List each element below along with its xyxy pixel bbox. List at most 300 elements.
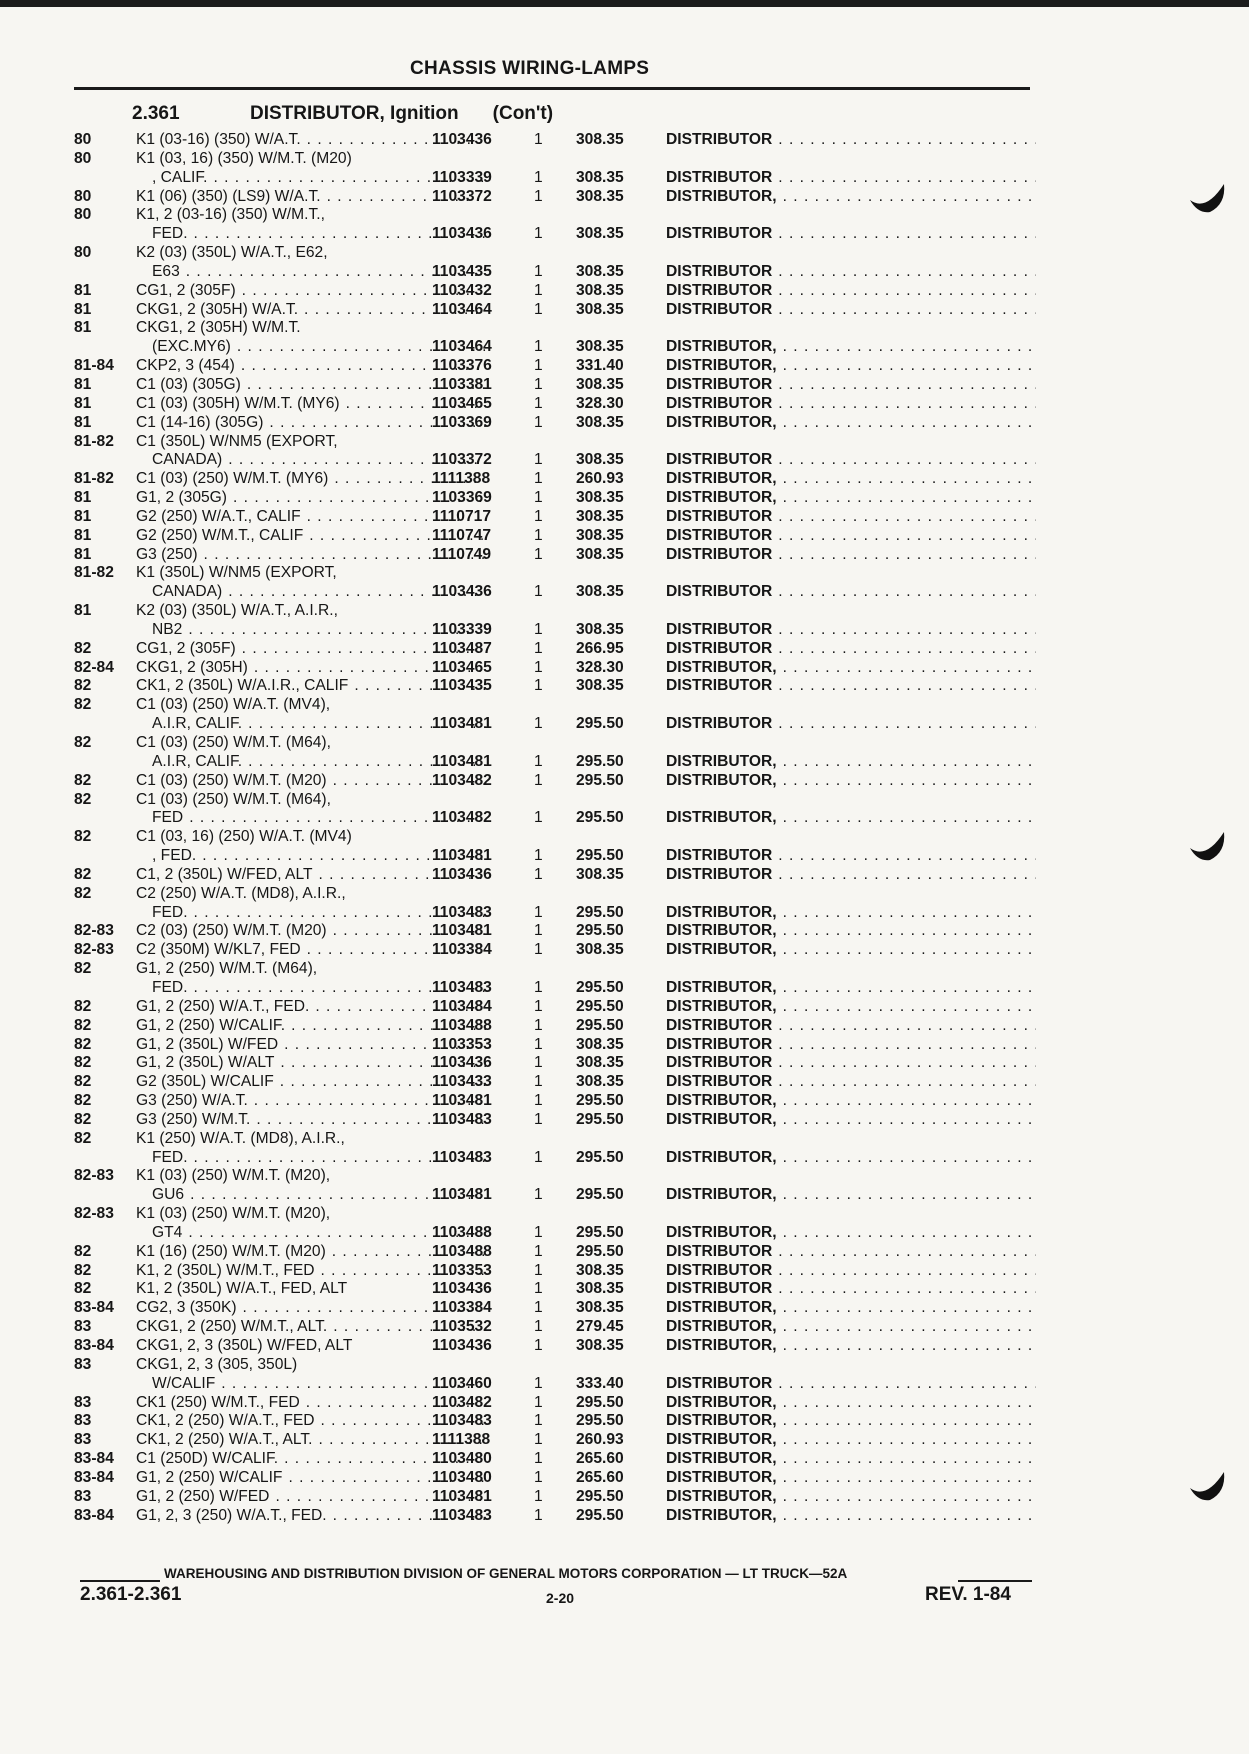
price: 295.50 <box>576 997 624 1015</box>
part-number: 1103381 <box>432 375 492 393</box>
part-name: DISTRIBUTOR . . . <box>666 677 1036 696</box>
application-description: K1 (16) (250) W/M.T. (M20) . . . <box>136 1243 486 1262</box>
part-name: DISTRIBUTOR, . . . <box>666 809 1036 828</box>
part-number: 1103436 <box>432 1054 492 1072</box>
table-row <box>74 1375 1036 1394</box>
part-name: DISTRIBUTOR . . . <box>666 169 1036 188</box>
part-name: DISTRIBUTOR, . . . <box>666 1318 1036 1337</box>
price: 308.35 <box>576 865 624 883</box>
part-number: 1103436 <box>432 225 492 243</box>
application-description: CKG1, 2 (305H) W/A.T. . . . <box>136 301 486 320</box>
price: 295.50 <box>576 715 624 733</box>
quantity: 1 <box>534 1506 543 1524</box>
application-description: CANADA) . . . <box>136 451 486 470</box>
table-row <box>74 1299 1036 1318</box>
part-number: 1103464 <box>432 338 492 356</box>
quantity: 1 <box>534 470 543 488</box>
table-row <box>74 1224 1036 1243</box>
price: 308.35 <box>576 1054 624 1072</box>
table-row <box>74 1488 1036 1507</box>
application-description: C2 (03) (250) W/M.T. (M20) . . . <box>136 922 486 941</box>
quantity: 1 <box>534 865 543 883</box>
model-year: 82 <box>74 1280 92 1298</box>
quantity: 1 <box>534 922 543 940</box>
price: 265.60 <box>576 1450 624 1468</box>
price: 308.35 <box>576 941 624 959</box>
price: 308.35 <box>576 677 624 695</box>
part-name: DISTRIBUTOR, . . . <box>666 188 1036 207</box>
table-row <box>74 1356 1036 1375</box>
table-row <box>74 1167 1036 1186</box>
table-row <box>74 1412 1036 1431</box>
quantity: 1 <box>534 1186 543 1204</box>
table-row <box>74 960 1036 979</box>
model-year: 82 <box>74 771 92 789</box>
part-name: DISTRIBUTOR . . . <box>666 866 1036 885</box>
application-description: K1 (06) (350) (LS9) W/A.T. . . . <box>136 188 486 207</box>
application-description: K2 (03) (350L) W/A.T., A.I.R., <box>136 602 338 620</box>
quantity: 1 <box>534 1468 543 1486</box>
table-row <box>74 659 1036 678</box>
part-name: DISTRIBUTOR, . . . <box>666 414 1036 433</box>
quantity: 1 <box>534 168 543 186</box>
part-name: DISTRIBUTOR, . . . <box>666 1431 1036 1450</box>
part-number: 1103480 <box>432 1468 492 1486</box>
table-row <box>74 1469 1036 1488</box>
price: 308.35 <box>576 545 624 563</box>
part-number: 1103488 <box>432 1242 492 1260</box>
model-year: 80 <box>74 206 92 224</box>
quantity: 1 <box>534 300 543 318</box>
part-number: 1103372 <box>432 451 492 469</box>
table-row <box>74 1073 1036 1092</box>
part-name: DISTRIBUTOR . . . <box>666 1073 1036 1092</box>
part-name: DISTRIBUTOR . . . <box>666 1017 1036 1036</box>
part-number: 1103435 <box>432 677 492 695</box>
application-description: K1 (03) (250) W/M.T. (M20), <box>136 1167 331 1185</box>
part-name: DISTRIBUTOR, . . . <box>666 1092 1036 1111</box>
binder-hole-mark-middle <box>1188 828 1228 864</box>
model-year: 83 <box>74 1393 92 1411</box>
table-row <box>74 640 1036 659</box>
table-row <box>74 922 1036 941</box>
application-description: CKP2, 3 (454) . . . <box>136 357 486 376</box>
quantity: 1 <box>534 1393 543 1411</box>
quantity: 1 <box>534 1299 543 1317</box>
price: 308.35 <box>576 1073 624 1091</box>
application-description: G1, 2 (250) W/M.T. (M64), <box>136 960 318 978</box>
price: 295.50 <box>576 1148 624 1166</box>
table-row <box>74 395 1036 414</box>
quantity: 1 <box>534 978 543 996</box>
part-number: 1103483 <box>432 1148 492 1166</box>
part-number: 1103482 <box>432 771 492 789</box>
part-number: 1103483 <box>432 978 492 996</box>
part-name: DISTRIBUTOR, . . . <box>666 357 1036 376</box>
model-year: 81 <box>74 281 92 299</box>
quantity: 1 <box>534 583 543 601</box>
application-description: C1 (03) (250) W/M.T. (M64), <box>136 734 331 751</box>
application-description: G1, 2 (250) W/FED . . . <box>136 1488 486 1507</box>
quantity: 1 <box>534 941 543 959</box>
price: 308.35 <box>576 1337 624 1354</box>
part-name: DISTRIBUTOR . . . <box>666 621 1036 640</box>
quantity: 1 <box>534 997 543 1015</box>
model-year: 81-82 <box>74 432 114 450</box>
part-name: DISTRIBUTOR . . . <box>666 847 1036 866</box>
part-name: DISTRIBUTOR, . . . <box>666 1337 1036 1356</box>
quantity: 1 <box>534 1280 543 1298</box>
part-number: 1103481 <box>432 1092 492 1110</box>
part-name: DISTRIBUTOR, . . . <box>666 1299 1036 1318</box>
application-description: C1 (03) (305G) . . . <box>136 376 486 395</box>
application-description: FED. . . . <box>136 979 486 998</box>
application-description: CG2, 3 (350K) . . . <box>136 1299 486 1318</box>
model-year: 83-84 <box>74 1450 114 1468</box>
price: 295.50 <box>576 1393 624 1411</box>
quantity: 1 <box>534 1054 543 1072</box>
application-description: C1 (03) (250) W/A.T. (MV4), <box>136 696 331 714</box>
application-description: G2 (250) W/M.T., CALIF . . . <box>136 527 486 546</box>
application-description: G1, 2 (305G) . . . <box>136 489 486 508</box>
application-description: C1, 2 (350L) W/FED, ALT . . . <box>136 866 486 885</box>
application-description: G1, 2 (250) W/CALIF . . . <box>136 1469 486 1488</box>
part-name: DISTRIBUTOR . . . <box>666 583 1036 602</box>
model-year: 83-84 <box>74 1337 114 1354</box>
price: 265.60 <box>576 1468 624 1486</box>
model-year: 82 <box>74 997 92 1015</box>
quantity: 1 <box>534 489 543 507</box>
model-year: 83 <box>74 1412 92 1430</box>
model-year: 82 <box>74 1054 92 1072</box>
table-row <box>74 546 1036 565</box>
table-row <box>74 150 1036 169</box>
table-row <box>74 866 1036 885</box>
model-year: 82 <box>74 1073 92 1091</box>
model-year: 80 <box>74 244 92 262</box>
table-row <box>74 169 1036 188</box>
application-description: K1, 2 (03-16) (350) W/M.T., <box>136 206 325 224</box>
part-name: DISTRIBUTOR, . . . <box>666 1186 1036 1205</box>
quantity: 1 <box>534 752 543 770</box>
quantity: 1 <box>534 375 543 393</box>
price: 295.50 <box>576 903 624 921</box>
model-year: 81 <box>74 526 92 544</box>
price: 331.40 <box>576 357 624 375</box>
quantity: 1 <box>534 809 543 827</box>
table-row <box>74 1149 1036 1168</box>
price: 308.35 <box>576 1299 624 1317</box>
table-row <box>74 489 1036 508</box>
application-description: C2 (250) W/A.T. (MD8), A.I.R., <box>136 884 346 902</box>
part-number: 1103369 <box>432 413 492 431</box>
table-row <box>74 131 1036 150</box>
part-name: DISTRIBUTOR . . . <box>666 301 1036 320</box>
revision-label: REV. 1-84 <box>925 1584 1011 1605</box>
price: 308.35 <box>576 281 624 299</box>
model-year: 81 <box>74 375 92 393</box>
price: 308.35 <box>576 413 624 431</box>
model-year: 82 <box>74 1242 92 1260</box>
application-description: CK1, 2 (350L) W/A.I.R., CALIF . . . <box>136 677 486 696</box>
part-number: 1103353 <box>432 1035 492 1053</box>
application-description: A.I.R, CALIF. . . . <box>136 753 486 772</box>
table-row <box>74 527 1036 546</box>
quantity: 1 <box>534 281 543 299</box>
quantity: 1 <box>534 1223 543 1241</box>
table-row <box>74 828 1036 847</box>
application-description: K1 (350L) W/NM5 (EXPORT, <box>136 564 337 582</box>
price: 308.35 <box>576 1035 624 1053</box>
model-year: 82 <box>74 1092 92 1110</box>
page-number: 2-20 <box>546 1590 575 1606</box>
price: 295.50 <box>576 1223 624 1241</box>
part-number: 1103433 <box>432 1073 492 1091</box>
page-top-edge <box>0 0 1249 7</box>
price: 308.35 <box>576 338 624 356</box>
quantity: 1 <box>534 413 543 431</box>
table-row <box>74 734 1036 753</box>
application-description: K1, 2 (350L) W/M.T., FED . . . <box>136 1262 486 1281</box>
application-description: A.I.R, CALIF. . . . <box>136 715 486 734</box>
model-year: 82 <box>74 828 92 846</box>
table-row <box>74 1186 1036 1205</box>
price: 295.50 <box>576 1506 624 1524</box>
quantity: 1 <box>534 1261 543 1279</box>
table-row <box>74 696 1036 715</box>
part-number: 1103460 <box>432 1374 492 1392</box>
quantity: 1 <box>534 1110 543 1128</box>
quantity: 1 <box>534 847 543 865</box>
table-row <box>74 414 1036 433</box>
table-row <box>74 772 1036 791</box>
model-year: 82 <box>74 639 92 657</box>
quantity: 1 <box>534 677 543 695</box>
quantity: 1 <box>534 1073 543 1091</box>
table-row <box>74 998 1036 1017</box>
parts-list <box>74 131 1036 1525</box>
part-number: 1103436 <box>432 131 492 148</box>
part-name: DISTRIBUTOR . . . <box>666 376 1036 395</box>
part-number: 1103384 <box>432 1299 492 1317</box>
application-description: FED. . . . <box>136 1149 486 1168</box>
model-year: 82-83 <box>74 1205 114 1223</box>
model-year: 83-84 <box>74 1468 114 1486</box>
application-description: CKG1, 2 (305H) W/M.T. <box>136 319 301 337</box>
application-description: FED. . . . <box>136 904 486 923</box>
application-description: CK1, 2 (250) W/A.T., ALT. . . . <box>136 1431 486 1450</box>
quantity: 1 <box>534 1431 543 1449</box>
price: 308.35 <box>576 375 624 393</box>
application-description: K2 (03) (350L) W/A.T., E62, <box>136 244 328 262</box>
price: 328.30 <box>576 394 624 412</box>
table-row <box>74 1337 1036 1356</box>
table-row <box>74 1036 1036 1055</box>
part-number: 1103481 <box>432 922 492 940</box>
part-name: DISTRIBUTOR, . . . <box>666 470 1036 489</box>
model-year: 82 <box>74 884 92 902</box>
application-description: G2 (350L) W/CALIF . . . <box>136 1073 486 1092</box>
continued-label: (Con't) <box>492 103 554 124</box>
table-row <box>74 1318 1036 1337</box>
part-name: DISTRIBUTOR, . . . <box>666 772 1036 791</box>
part-number: 1103483 <box>432 1412 492 1430</box>
part-number: 1103353 <box>432 1261 492 1279</box>
application-description: K1 (03, 16) (350) W/M.T. (M20) <box>136 149 352 167</box>
application-description: G1, 2 (250) W/A.T., FED. . . . <box>136 998 486 1017</box>
price: 308.35 <box>576 300 624 318</box>
table-row <box>74 621 1036 640</box>
footer-rule-right <box>958 1580 1032 1582</box>
table-row <box>74 357 1036 376</box>
table-row <box>74 1262 1036 1281</box>
part-name: DISTRIBUTOR . . . <box>666 282 1036 301</box>
part-number: 1103481 <box>432 1487 492 1505</box>
table-row <box>74 564 1036 583</box>
quantity: 1 <box>534 1374 543 1392</box>
application-description: C1 (350L) W/NM5 (EXPORT, <box>136 432 338 450</box>
quantity: 1 <box>534 1318 543 1336</box>
footer-section-range: 2.361-2.361 <box>80 1584 182 1605</box>
price: 308.35 <box>576 187 624 205</box>
table-row <box>74 188 1036 207</box>
table-row <box>74 1243 1036 1262</box>
section-number: 2.361 <box>132 103 180 124</box>
table-row <box>74 1130 1036 1149</box>
table-row <box>74 847 1036 866</box>
binder-hole-mark-top <box>1188 180 1228 216</box>
part-number: 1103436 <box>432 1337 492 1354</box>
quantity: 1 <box>534 1337 543 1354</box>
part-name: DISTRIBUTOR . . . <box>666 131 1036 150</box>
price: 308.35 <box>576 225 624 243</box>
part-name: DISTRIBUTOR, . . . <box>666 1149 1036 1168</box>
footer-division: WAREHOUSING AND DISTRIBUTION DIVISION OF GENERAL MOTORS CORPORATION — LT TRUCK—52A <box>160 1566 851 1581</box>
part-name: DISTRIBUTOR, . . . <box>666 338 1036 357</box>
model-year: 80 <box>74 187 92 205</box>
quantity: 1 <box>534 771 543 789</box>
application-description: C2 (350M) W/KL7, FED . . . <box>136 941 486 960</box>
application-description: CK1, 2 (250) W/A.T., FED . . . <box>136 1412 486 1431</box>
part-name: DISTRIBUTOR . . . <box>666 395 1036 414</box>
table-row <box>74 1017 1036 1036</box>
application-description: K1 (03) (250) W/M.T. (M20), <box>136 1205 331 1223</box>
price: 308.35 <box>576 131 624 148</box>
part-number: 1103464 <box>432 300 492 318</box>
application-description: CKG1, 2, 3 (305, 350L) <box>136 1355 298 1373</box>
quantity: 1 <box>534 131 543 148</box>
quantity: 1 <box>534 1450 543 1468</box>
quantity: 1 <box>534 338 543 356</box>
application-description: C1 (03) (250) W/M.T. (M64), <box>136 790 331 808</box>
model-year: 82 <box>74 960 92 978</box>
model-year: 80 <box>74 131 92 148</box>
application-description: FED . . . <box>136 809 486 828</box>
price: 295.50 <box>576 978 624 996</box>
model-year: 83 <box>74 1431 92 1449</box>
application-description: C1 (03) (250) W/M.T. (MY6) . . . <box>136 470 486 489</box>
part-name: DISTRIBUTOR, . . . <box>666 904 1036 923</box>
quantity: 1 <box>534 620 543 638</box>
price: 308.35 <box>576 1261 624 1279</box>
table-row <box>74 941 1036 960</box>
price: 308.35 <box>576 507 624 525</box>
quantity: 1 <box>534 1487 543 1505</box>
price: 295.50 <box>576 922 624 940</box>
part-number: 1103484 <box>432 997 492 1015</box>
part-number: 1103465 <box>432 394 492 412</box>
section-title: DISTRIBUTOR, Ignition <box>250 103 459 124</box>
part-name: DISTRIBUTOR, . . . <box>666 489 1036 508</box>
part-name: DISTRIBUTOR, . . . <box>666 941 1036 960</box>
table-row <box>74 319 1036 338</box>
table-row <box>74 376 1036 395</box>
part-name: DISTRIBUTOR, . . . <box>666 753 1036 772</box>
table-row <box>74 979 1036 998</box>
price: 308.35 <box>576 620 624 638</box>
model-year: 82 <box>74 790 92 808</box>
application-description: C1 (03) (250) W/M.T. (M20) . . . <box>136 772 486 791</box>
part-name: DISTRIBUTOR . . . <box>666 1054 1036 1073</box>
application-description: W/CALIF . . . <box>136 1375 486 1394</box>
table-row <box>74 451 1036 470</box>
quantity: 1 <box>534 1148 543 1166</box>
model-year: 81 <box>74 602 92 620</box>
price: 308.35 <box>576 262 624 280</box>
part-name: DISTRIBUTOR . . . <box>666 1036 1036 1055</box>
model-year: 81 <box>74 507 92 525</box>
part-number: 1103482 <box>432 809 492 827</box>
application-description: C1 (250D) W/CALIF. . . . <box>136 1450 486 1469</box>
quantity: 1 <box>534 451 543 469</box>
application-description: NB2 . . . <box>136 621 486 640</box>
table-row <box>74 263 1036 282</box>
price: 295.50 <box>576 1110 624 1128</box>
part-number: 1111388 <box>432 470 491 488</box>
table-row <box>74 338 1036 357</box>
table-row <box>74 282 1036 301</box>
price: 295.50 <box>576 1092 624 1110</box>
part-name: DISTRIBUTOR . . . <box>666 640 1036 659</box>
application-description: CANADA) . . . <box>136 583 486 602</box>
part-number: 1103339 <box>432 168 492 186</box>
part-number: 1103483 <box>432 1110 492 1128</box>
application-description: K1 (250) W/A.T. (MD8), A.I.R., <box>136 1129 345 1147</box>
part-name: DISTRIBUTOR, . . . <box>666 659 1036 678</box>
part-number: 1103481 <box>432 752 492 770</box>
application-description: G2 (250) W/A.T., CALIF . . . <box>136 508 486 527</box>
quantity: 1 <box>534 526 543 544</box>
application-description: C1 (14-16) (305G) . . . <box>136 414 486 433</box>
quantity: 1 <box>534 903 543 921</box>
table-row <box>74 602 1036 621</box>
model-year: 81-84 <box>74 357 114 375</box>
application-description: , FED. . . . <box>136 847 486 866</box>
table-row <box>74 1092 1036 1111</box>
table-row <box>74 715 1036 734</box>
price: 333.40 <box>576 1374 624 1392</box>
price: 295.50 <box>576 1016 624 1034</box>
quantity: 1 <box>534 357 543 375</box>
quantity: 1 <box>534 225 543 243</box>
part-number: 1103436 <box>432 865 492 883</box>
price: 308.35 <box>576 168 624 186</box>
part-name: DISTRIBUTOR . . . <box>666 527 1036 546</box>
part-name: DISTRIBUTOR, . . . <box>666 1450 1036 1469</box>
part-name: DISTRIBUTOR . . . <box>666 451 1036 470</box>
part-number: 1103376 <box>432 357 492 375</box>
part-name: DISTRIBUTOR, . . . <box>666 922 1036 941</box>
